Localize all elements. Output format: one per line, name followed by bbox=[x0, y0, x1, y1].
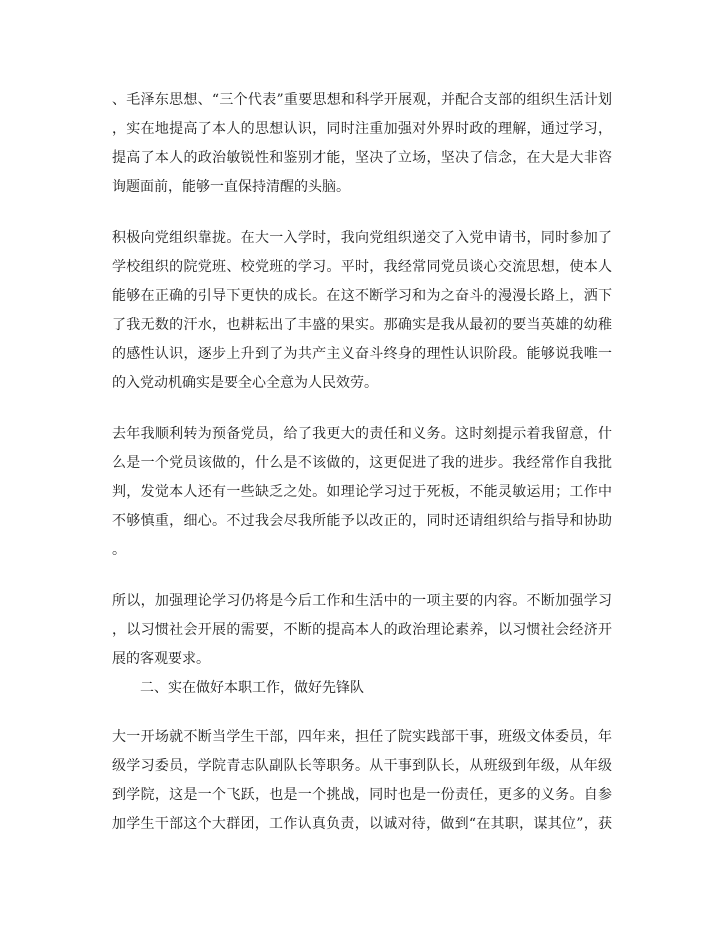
text-line: 不够慎重，细心。不过我会尽我所能予以改正的，同时还请组织给与指导和协助 bbox=[112, 513, 612, 529]
text-line: ，以习惯社会开展的需要，不断的提高本人的政治理论素养，以习惯社会经济开 bbox=[112, 622, 612, 638]
text-line: 提高了本人的政治敏锐性和鉴别才能，坚决了立场，坚决了信念，在大是大非咨 bbox=[112, 150, 612, 166]
text-line: 的感性认识，逐步上升到了为共产主义奋斗终身的理性认识阶段。能够说我唯一 bbox=[112, 346, 612, 362]
text-line: 所以，加强理论学习仍将是今后工作和生活中的一项主要的内容。不断加强学习 bbox=[112, 593, 612, 609]
text-line: 积极向党组织靠拢。在大一入学时，我向党组织递交了入党申请书，同时参加了 bbox=[112, 230, 612, 246]
text-line: 加学生干部这个大群团，工作认真负责，以诚对待，做到“在其职，谋其位”，获 bbox=[112, 816, 612, 832]
text-line: 展的客观要求。 bbox=[112, 651, 210, 667]
paragraph-1 bbox=[112, 86, 612, 202]
text-line: ，实在地提高了本人的思想认识，同时注重加强对外界时政的理解，通过学习， bbox=[112, 121, 612, 137]
text-line: 、毛泽东思想、“三个代表”重要思想和科学开展观，并配合支部的组织生活计划 bbox=[112, 92, 612, 108]
text-line: 能够在正确的引导下更快的成长。在这不断学习和为之奋斗的漫漫长路上，洒下 bbox=[112, 288, 612, 304]
text-line: 。 bbox=[112, 542, 126, 558]
text-line: 判，发觉本人还有一些缺乏之处。如理论学习过于死板，不能灵敏运用；工作中 bbox=[112, 484, 612, 500]
section-heading: 二、实在做好本职工作，做好先锋队 bbox=[140, 680, 364, 696]
text-line: 学校组织的院党班、校党班的学习。平时，我经常同党员谈心交流思想，使本人 bbox=[112, 259, 612, 275]
text-line: 到学院，这是一个飞跃，也是一个挑战，同时也是一份责任，更多的义务。自参 bbox=[112, 787, 612, 803]
paragraph-4 bbox=[112, 587, 612, 674]
text-line: 询题面前，能够一直保持清醒的头脑。 bbox=[112, 179, 350, 195]
text-line: 去年我顺利转为预备党员，给了我更大的责任和义务。这时刻提示着我留意，什 bbox=[112, 426, 612, 442]
text-line: 的入党动机确实是要全心全意为人民效劳。 bbox=[112, 375, 378, 391]
text-line: 了我无数的汗水，也耕耘出了丰盛的果实。那确实是我从最初的要当英雄的幼稚 bbox=[112, 317, 612, 333]
paragraph-3 bbox=[112, 420, 612, 565]
paragraph-2 bbox=[112, 224, 612, 398]
text-line: 大一开场就不断当学生干部，四年来，担任了院实践部干事，班级文体委员，年 bbox=[112, 729, 612, 745]
document-body bbox=[112, 86, 612, 861]
text-line: 级学习委员，学院青志队副队长等职务。从干事到队长，从班级到年级，从年级 bbox=[112, 758, 612, 774]
paragraph-5 bbox=[112, 723, 612, 839]
text-line: 么是一个党员该做的，什么是不该做的，这更促进了我的进步。我经常作自我批 bbox=[112, 455, 612, 471]
